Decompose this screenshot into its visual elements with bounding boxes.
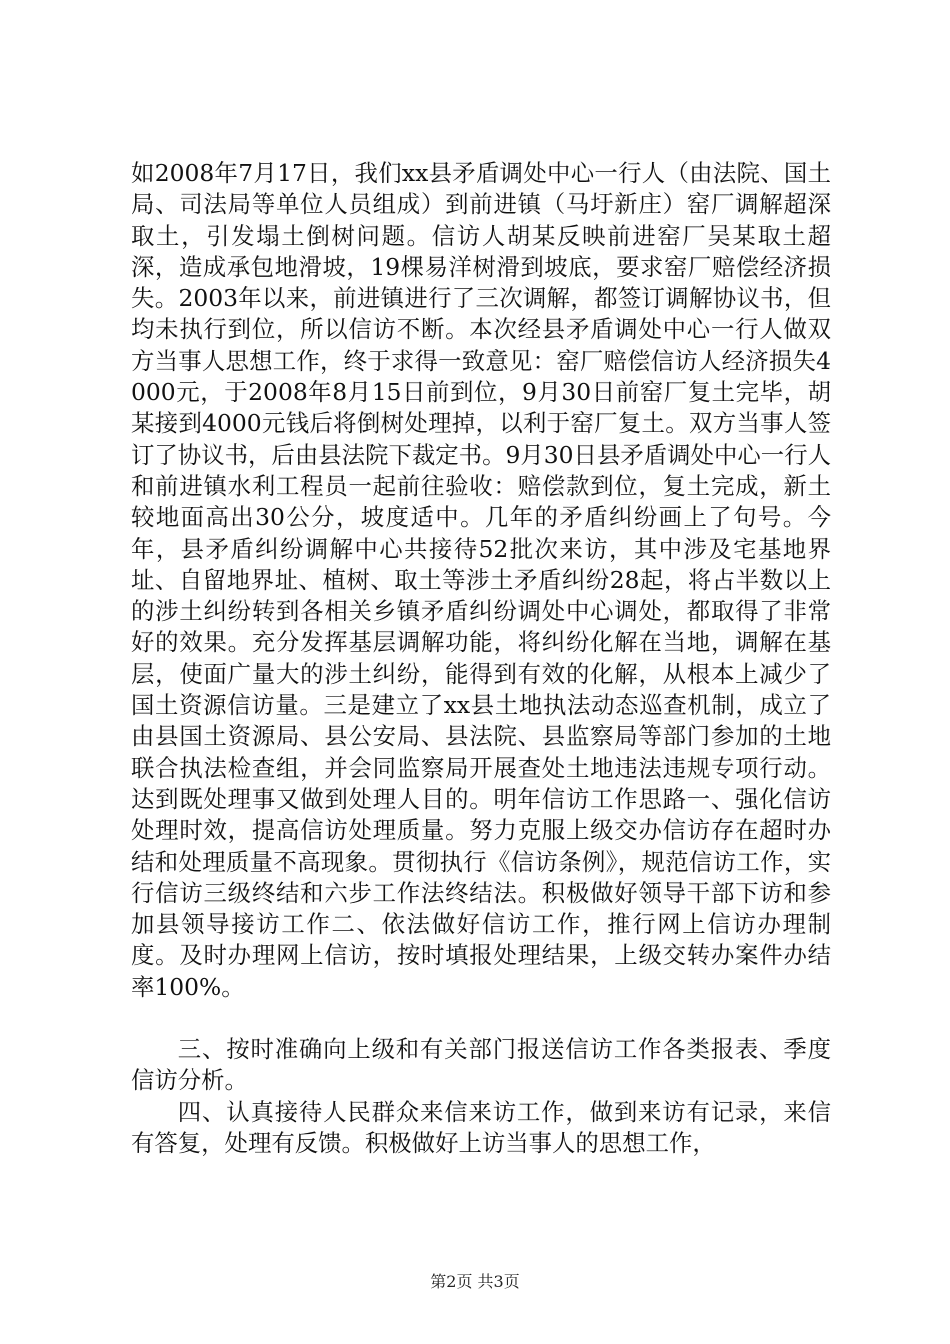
paragraph-land-dispute-case: 如2008年7月17日，我们xx县矛盾调处中心一行人（由法院、国土局、司法局等单位人员组成）到前进镇（马圩新庄）窑厂调解超深取土，引发塌土倒树问题。信访人胡某反映前进窑厂吴某取土超深，造成承包地滑坡，19棵易洋树滑到坡底，要求窑厂赔偿经济损失。2003年以来，前进镇进行了三次调解，都签订调解协议书，但均未执行到位，所以信访不断。本次经县矛盾调处中心一行人做双方当事人思想工作，终于求得一致意见：窑厂赔偿信访人经济损失4000元，于2008年8月15日前到位，9月30日前窑厂复土完毕，胡某接到4000元钱后将倒树处理掉，以利于窑厂复土。双方当事人签订了协议书，后由县法院下裁定书。9月30日县矛盾调处中心一行人和前进镇水利工程员一起前往验收：赔偿款到位，复土完成，新土较地面高出30公分，坡度适中。几年的矛盾纠纷画上了句号。今年，县矛盾纠纷调解中心共接待52批次来访，其中涉及宅基地界址、自留地界址、植树、取土等涉土矛盾纠纷28起，将占半数以上的涉土纠纷转到各相关乡镇矛盾纠纷调处中心调处，都取得了非常好的效果。充分发挥基层调解功能，将纠纷化解在当地，调解在基层，使面广量大的涉土纠纷，能得到有效的化解，从根本上减少了国土资源信访量。三是建立了xx县土地执法动态巡查机制，成立了由县国土资源局、县公安局、县法院、县监察局等部门参加的土地联合执法检查组，并会同监察局开展查处土地违法违规专项行动。达到既处理事又做到处理人目的。明年信访工作思路一、强化信访处理时效，提高信访处理质量。努力克服上级交办信访存在超时办结和处理质量不高现象。贯彻执行《信访条例》，规范信访工作，实行信访三级终结和六步工作法终结法。积极做好领导干部下访和参加县领导接访工作二、依法做好信访工作，推行网上信访办理制度。及时办理网上信访，按时填报处理结果，上级交转办案件办结率100%。 xyxy=(131,159,831,1001)
paragraph-gap xyxy=(131,1003,831,1034)
paragraph-item-four: 四、认真接待人民群众来信来访工作，做到来访有记录，来信有答复，处理有反馈。积极做好上访当事人的思想工作， xyxy=(131,1097,831,1157)
document-body xyxy=(131,158,831,1159)
paragraph-item-three: 三、按时准确向上级和有关部门报送信访工作各类报表、季度信访分析。 xyxy=(131,1035,831,1095)
page-footer: 第2页 共3页 xyxy=(430,1272,520,1291)
